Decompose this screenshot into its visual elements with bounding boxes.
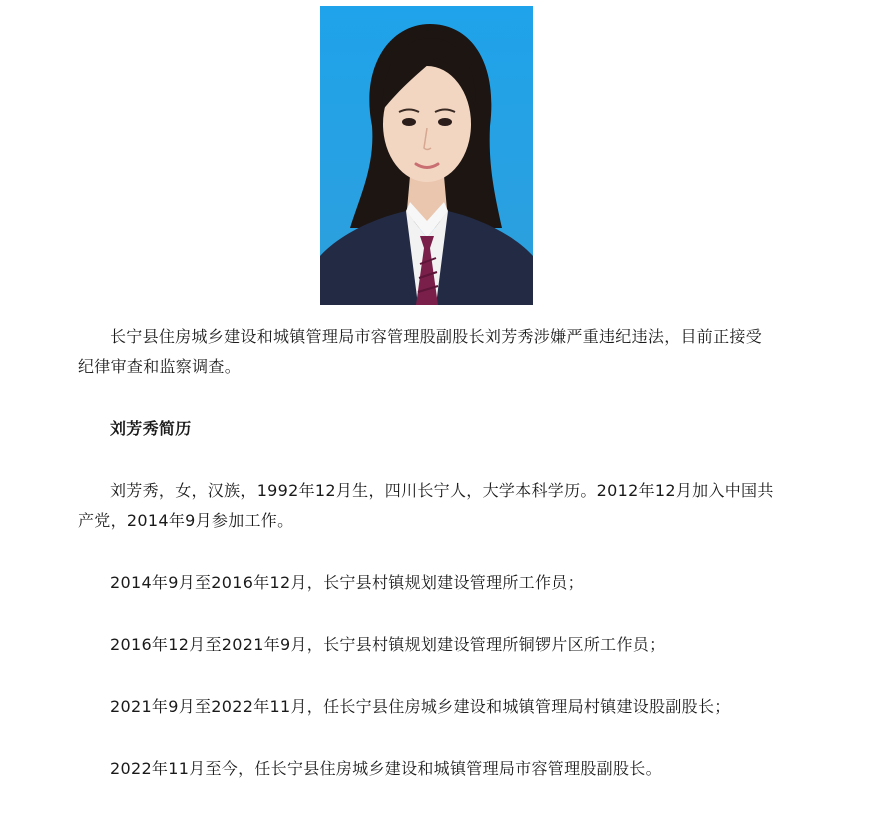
career-item: 2021年9月至2022年11月，任长宁县住房城乡建设和城镇管理局村镇建设股副股长；: [110, 697, 731, 716]
career-item: 2022年11月至今，任长宁县住房城乡建设和城镇管理局市容管理股副股长。: [110, 759, 662, 778]
career-item: 2016年12月至2021年9月，长宁县村镇规划建设管理所铜锣片区所工作员；: [110, 635, 666, 654]
career-item: 2014年9月至2016年12月，长宁县村镇规划建设管理所工作员；: [110, 573, 584, 592]
portrait-photo: [320, 6, 533, 305]
section-title: 刘芳秀简历: [110, 419, 192, 438]
intro-paragraph: 长宁县住房城乡建设和城镇管理局市容管理股副股长刘芳秀涉嫌严重违纪违法，目前正接受纪律审查和监察调查。: [78, 327, 763, 376]
bio-paragraph: 刘芳秀，女，汉族，1992年12月生，四川长宁人，大学本科学历。2012年12月加入中国共产党，2014年9月参加工作。: [78, 481, 774, 530]
article-body: [78, 322, 778, 816]
